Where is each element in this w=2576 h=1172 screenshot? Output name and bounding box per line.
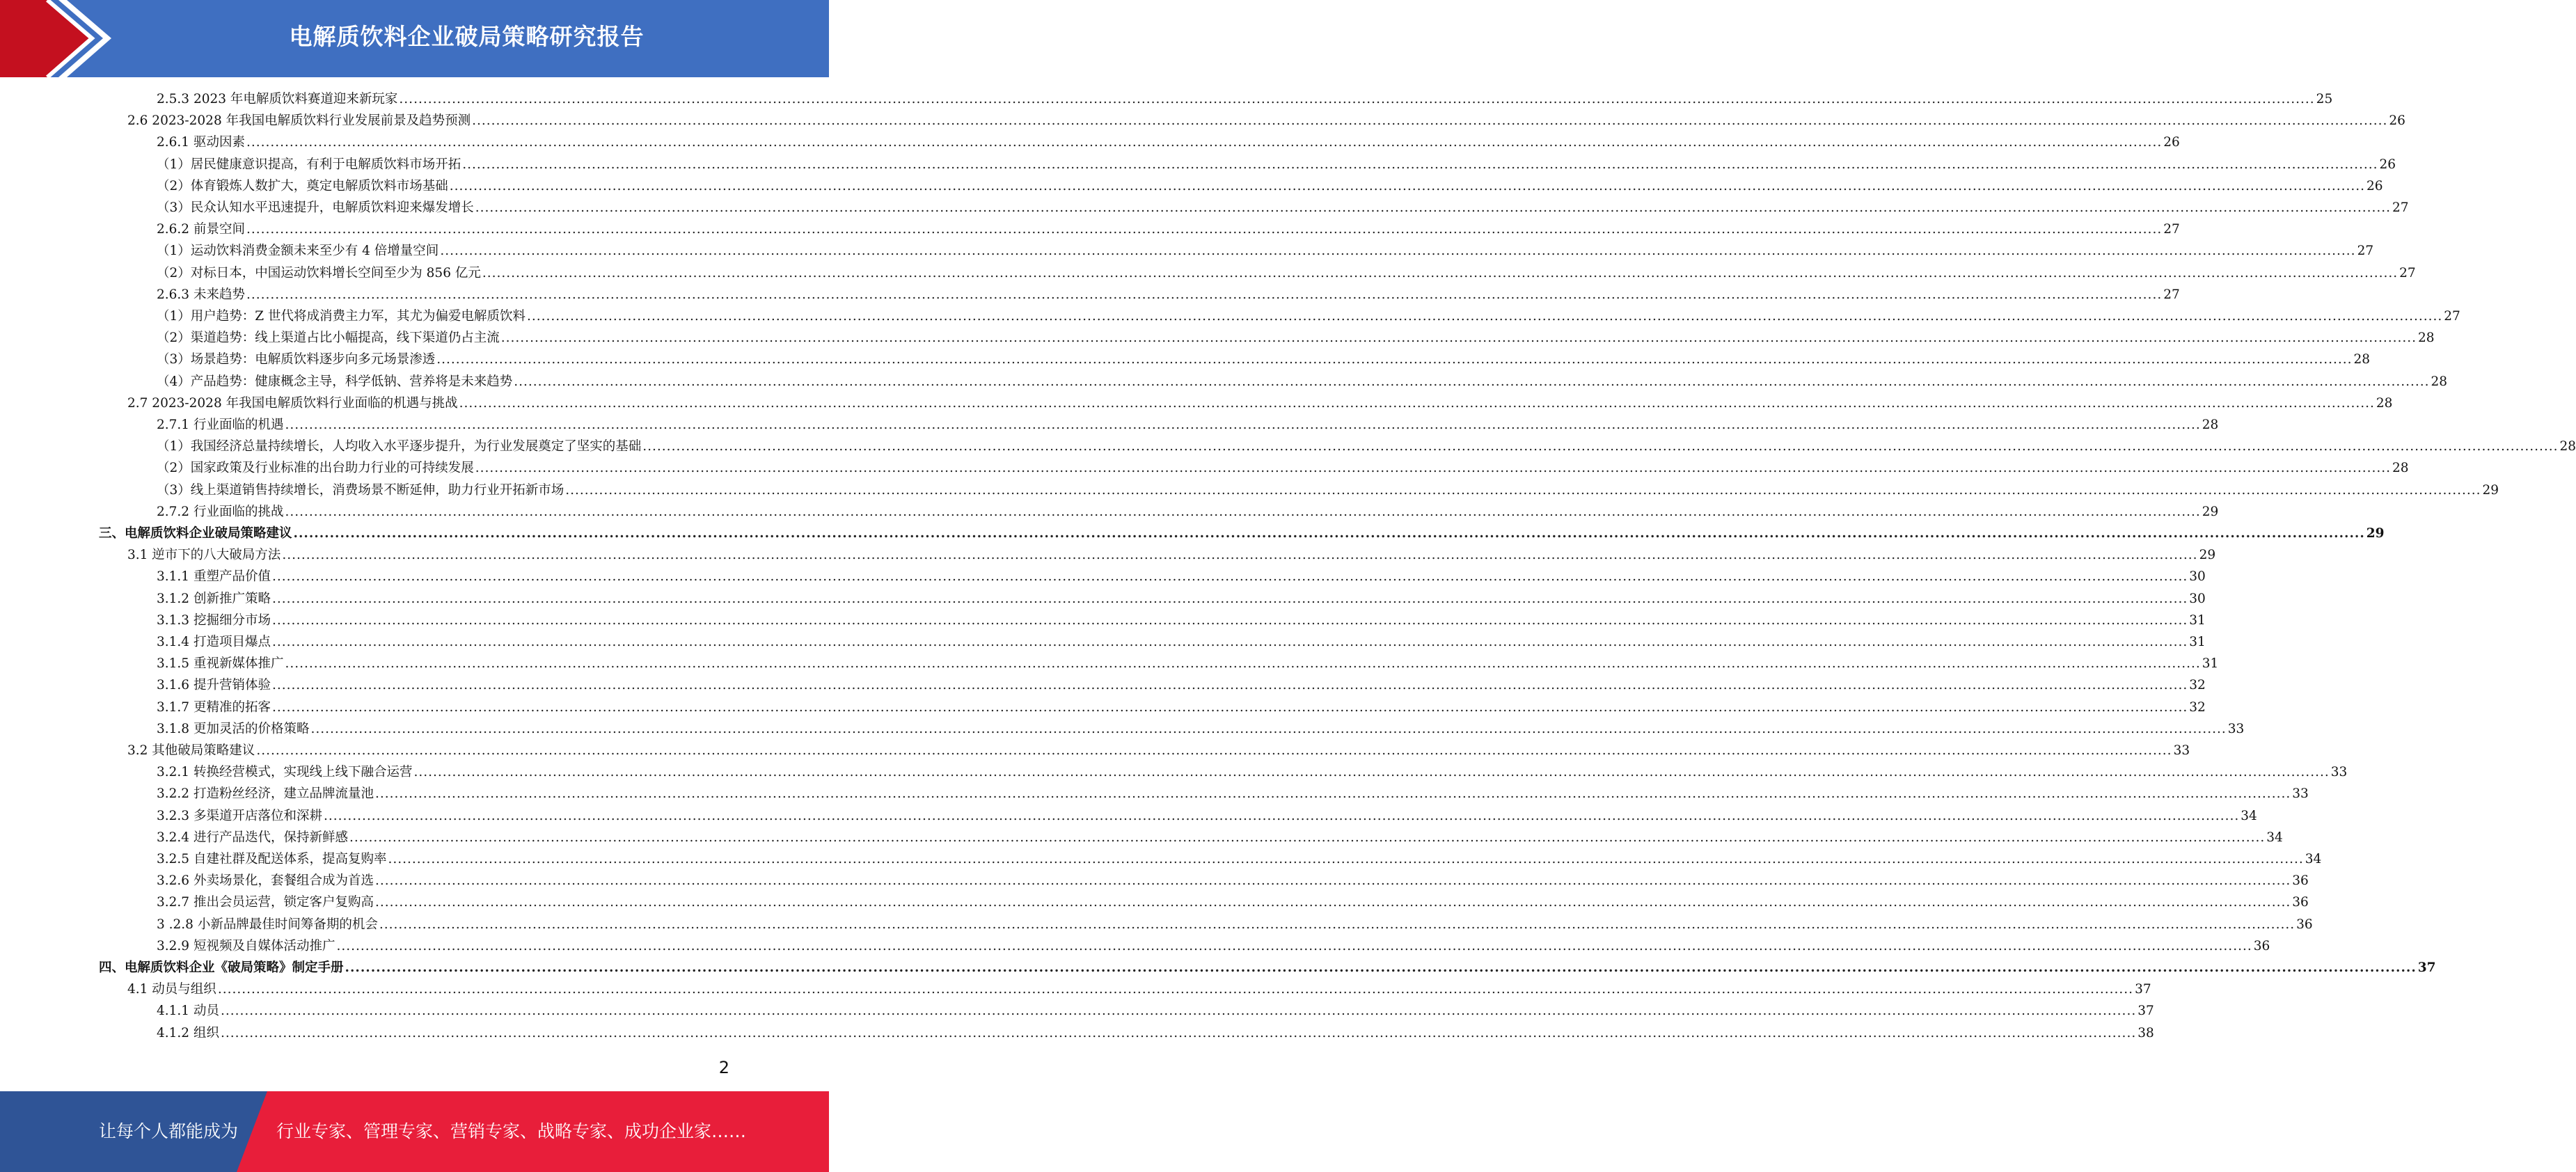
toc-dot-leader: ................................................................................................................................................................................................................................................................................................................................................................................................................ (345, 960, 2417, 975)
toc-entry-page: 28 (2392, 461, 2409, 476)
toc-entry-label: （4）产品趋势：健康概念主导，科学低钠、营养将是未来趋势 (157, 374, 513, 389)
toc-dot-leader: ................................................................................................................................................................................................................................................................................................................................................................................................................ (399, 92, 2315, 106)
toc-entry[interactable] (99, 523, 2385, 544)
toc-entry-page: 27 (2163, 222, 2180, 237)
toc-entry-label: 四、电解质饮料企业《破局策略》制定手册 (99, 960, 344, 975)
toc-entry-label: 2.7.2 行业面临的挑战 (157, 504, 284, 519)
toc-entry-page: 25 (2316, 92, 2333, 106)
toc-dot-leader: ................................................................................................................................................................................................................................................................................................................................................................................................................ (374, 895, 2291, 910)
toc-dot-leader: ................................................................................................................................................................................................................................................................................................................................................................................................................ (379, 917, 2296, 932)
toc-entry-label: （3）场景趋势：电解质饮料逐步向多元场景渗透 (157, 352, 436, 367)
toc-entry-page: 32 (2189, 699, 2206, 715)
toc-entry[interactable] (157, 697, 2206, 718)
toc-entry[interactable] (157, 935, 2270, 957)
toc-entry-page: 31 (2189, 635, 2206, 649)
toc-dot-leader: ................................................................................................................................................................................................................................................................................................................................................................................................................ (449, 178, 2366, 193)
toc-dot-leader: ................................................................................................................................................................................................................................................................................................................................................................................................................ (271, 635, 2188, 649)
toc-dot-leader: ................................................................................................................................................................................................................................................................................................................................................................................................................ (256, 743, 2172, 758)
toc-entry-page: 28 (2559, 439, 2576, 454)
toc-dot-leader: ................................................................................................................................................................................................................................................................................................................................................................................................................ (246, 222, 2163, 237)
toc-entry-page: 34 (2305, 852, 2322, 866)
toc-entry[interactable] (157, 88, 2333, 110)
toc-entry[interactable] (127, 544, 2216, 566)
toc-dot-leader: ................................................................................................................................................................................................................................................................................................................................................................................................................ (310, 721, 2227, 736)
toc-entry-label: 2.7.1 行业面临的机遇 (157, 418, 284, 432)
toc-dot-leader: ................................................................................................................................................................................................................................................................................................................................................................................................................ (459, 395, 2375, 411)
toc-entry-label: 3.1.2 创新推广策略 (157, 591, 271, 606)
toc-entry[interactable] (157, 175, 2383, 197)
toc-entry[interactable] (157, 436, 2576, 457)
toc-entry[interactable] (157, 761, 2348, 783)
toc-entry-label: （1）运动饮料消费金额未来至少有 4 倍增量空间 (157, 244, 439, 259)
toc-entry-label: 4.1.2 组织 (157, 1025, 219, 1040)
toc-entry[interactable] (157, 674, 2206, 696)
toc-entry-page: 28 (2202, 418, 2219, 432)
toc-entry[interactable] (157, 631, 2206, 653)
toc-entry[interactable] (157, 371, 2448, 393)
toc-dot-leader: ................................................................................................................................................................................................................................................................................................................................................................................................................ (220, 1004, 2137, 1019)
toc-dot-leader: ................................................................................................................................................................................................................................................................................................................................................................................................................ (482, 265, 2399, 280)
toc-entry-page: 26 (2389, 113, 2405, 129)
toc-entry[interactable] (157, 219, 2180, 240)
toc-entry-label: （2）国家政策及行业标准的出台助力行业的可持续发展 (157, 461, 474, 476)
toc-entry-label: 3.1.5 重视新媒体推广 (157, 656, 284, 672)
toc-dot-leader: ................................................................................................................................................................................................................................................................................................................................................................................................................ (285, 656, 2201, 672)
toc-dot-leader: ................................................................................................................................................................................................................................................................................................................................................................................................................ (475, 461, 2392, 476)
toc-entry-page: 27 (2357, 244, 2374, 259)
toc-entry[interactable] (157, 154, 2396, 175)
toc-entry-label: 3.2.3 多渠道开店落位和深耕 (157, 808, 322, 823)
toc-entry-page: 36 (2296, 917, 2313, 932)
toc-entry-label: 3 .2.8 小新品牌最佳时间筹备期的机会 (157, 917, 378, 932)
toc-entry-label: （2）体育锻炼人数扩大，奠定电解质饮料市场基础 (157, 178, 448, 193)
toc-entry[interactable] (157, 588, 2206, 610)
toc-entry-page: 28 (2353, 352, 2371, 367)
toc-entry-label: 3.1.3 挖掘细分市场 (157, 612, 271, 628)
toc-dot-leader: ................................................................................................................................................................................................................................................................................................................................................................................................................ (282, 548, 2198, 563)
toc-entry-page: 31 (2202, 656, 2219, 672)
toc-entry[interactable] (157, 306, 2460, 327)
toc-entry-page: 33 (2292, 786, 2309, 802)
toc-entry-page: 28 (2431, 374, 2448, 389)
toc-entry-page: 27 (2444, 309, 2460, 324)
footer-slogan-left: 让每个人都能成为 (99, 1121, 239, 1141)
page-header (0, 0, 829, 77)
toc-entry[interactable] (157, 870, 2309, 892)
toc-entry-page: 33 (2173, 743, 2190, 758)
toc-entry-page: 36 (2292, 873, 2309, 889)
toc-dot-leader: ................................................................................................................................................................................................................................................................................................................................................................................................................ (642, 439, 2559, 454)
toc-dot-leader: ................................................................................................................................................................................................................................................................................................................................................................................................................ (285, 504, 2201, 519)
toc-entry-page: 38 (2138, 1025, 2154, 1040)
toc-entry-label: 2.6 2023-2028 年我国电解质饮料行业发展前景及趋势预测 (127, 113, 471, 129)
toc-dot-leader: ................................................................................................................................................................................................................................................................................................................................................................................................................ (271, 612, 2188, 628)
toc-dot-leader: ................................................................................................................................................................................................................................................................................................................................................................................................................ (440, 244, 2356, 259)
toc-dot-leader: ................................................................................................................................................................................................................................................................................................................................................................................................................ (475, 200, 2392, 215)
toc-entry-label: 3.2.6 外卖场景化，套餐组合成为首选 (157, 873, 374, 889)
page-number: 2 (718, 1058, 729, 1077)
toc-entry[interactable] (157, 914, 2313, 935)
toc-entry-label: 3.2.5 自建社群及配送体系，提高复购率 (157, 852, 387, 866)
toc-dot-leader: ................................................................................................................................................................................................................................................................................................................................................................................................................ (246, 135, 2163, 150)
page-footer (0, 1091, 829, 1172)
toc-entry-label: 3.2.7 推出会员运营，锁定客户复购高 (157, 895, 374, 910)
toc-entry-label: 2.6.2 前景空间 (157, 222, 245, 237)
toc-entry-label: 2.7 2023-2028 年我国电解质饮料行业面临的机遇与挑战 (127, 395, 458, 411)
toc-entry[interactable] (127, 110, 2405, 132)
toc-entry-label: （1）居民健康意识提高，有利于电解质饮料市场开拓 (157, 157, 461, 172)
report-title: 电解质饮料企业破局策略研究报告 (289, 23, 645, 50)
toc-entry-page: 28 (2418, 331, 2435, 346)
toc-entry[interactable] (157, 262, 2416, 284)
toc-entry[interactable] (157, 501, 2219, 523)
toc-entry-label: 3.1.1 重塑产品价值 (157, 569, 271, 585)
toc-entry[interactable] (157, 718, 2245, 740)
toc-entry-label: （1）我国经济总量持续增长，人均收入水平逐步提升，为行业发展奠定了坚实的基础 (157, 439, 642, 454)
toc-dot-leader: ................................................................................................................................................................................................................................................................................................................................................................................................................ (271, 591, 2188, 606)
toc-entry-page: 37 (2138, 1004, 2154, 1019)
toc-entry-page: 26 (2163, 135, 2180, 150)
toc-dot-leader: ................................................................................................................................................................................................................................................................................................................................................................................................................ (246, 287, 2163, 302)
toc-entry-label: 3.2 其他破局策略建议 (127, 743, 255, 758)
toc-entry-page: 28 (2376, 395, 2393, 411)
toc-entry-page: 29 (2482, 482, 2499, 498)
toc-entry-label: 4.1.1 动员 (157, 1004, 219, 1019)
toc-entry-page: 37 (2135, 982, 2151, 997)
toc-dot-leader: ................................................................................................................................................................................................................................................................................................................................................................................................................ (374, 873, 2291, 889)
toc-entry[interactable] (157, 197, 2409, 219)
toc-entry-page: 30 (2189, 569, 2206, 585)
toc-entry-page: 30 (2189, 591, 2206, 606)
toc-dot-leader: ................................................................................................................................................................................................................................................................................................................................................................................................................ (374, 786, 2291, 802)
toc-entry-page: 33 (2330, 765, 2348, 780)
toc-dot-leader: ................................................................................................................................................................................................................................................................................................................................................................................................................ (527, 309, 2443, 324)
toc-entry[interactable] (157, 1000, 2154, 1022)
toc-entry-page: 31 (2189, 612, 2206, 628)
toc-entry-label: 3.1.6 提升营销体验 (157, 678, 271, 693)
toc-entry[interactable] (157, 284, 2180, 306)
toc-entry-label: 2.6.3 未来趋势 (157, 287, 245, 302)
toc-entry-label: 三、电解质饮料企业破局策略建议 (99, 526, 292, 541)
toc-entry[interactable] (157, 414, 2219, 436)
toc-entry-page: 36 (2253, 938, 2270, 953)
toc-dot-leader: ................................................................................................................................................................................................................................................................................................................................................................................................................ (472, 113, 2388, 129)
toc-entry-label: 2.6.1 驱动因素 (157, 135, 245, 150)
toc-dot-leader: ................................................................................................................................................................................................................................................................................................................................................................................................................ (220, 1025, 2137, 1040)
toc-dot-leader: ................................................................................................................................................................................................................................................................................................................................................................................................................ (323, 808, 2240, 823)
toc-entry-page: 27 (2392, 200, 2409, 215)
toc-entry-label: （3）民众认知水平迅速提升，电解质饮料迎来爆发增长 (157, 200, 474, 215)
toc-dot-leader: ................................................................................................................................................................................................................................................................................................................................................................................................................ (336, 938, 2252, 953)
toc-entry-page: 29 (2202, 504, 2219, 519)
toc-entry-page: 26 (2366, 178, 2383, 193)
toc-dot-leader: ................................................................................................................................................................................................................................................................................................................................................................................................................ (462, 157, 2378, 172)
toc-dot-leader: ................................................................................................................................................................................................................................................................................................................................................................................................................ (349, 830, 2266, 845)
toc-entry[interactable] (157, 1022, 2154, 1044)
toc-entry[interactable] (157, 653, 2219, 674)
toc-entry[interactable] (157, 805, 2257, 827)
toc-entry-label: 3.1.7 更精准的拓客 (157, 699, 271, 715)
toc-entry-page: 29 (2199, 548, 2216, 563)
toc-entry-label: 3.2.2 打造粉丝经济，建立品牌流量池 (157, 786, 374, 802)
toc-entry[interactable] (157, 610, 2206, 631)
toc-entry[interactable] (99, 957, 2436, 979)
toc-dot-leader: ................................................................................................................................................................................................................................................................................................................................................................................................................ (217, 982, 2134, 997)
toc-dot-leader: ................................................................................................................................................................................................................................................................................................................................................................................................................ (565, 482, 2481, 498)
toc-entry-label: 3.1 逆市下的八大破局方法 (127, 548, 281, 563)
toc-entry[interactable] (127, 393, 2393, 414)
toc-dot-leader: ................................................................................................................................................................................................................................................................................................................................................................................................................ (436, 352, 2353, 367)
toc-entry-page: 34 (2266, 830, 2283, 845)
toc-entry[interactable] (157, 480, 2499, 501)
toc-entry-label: （2）渠道趋势：线上渠道占比小幅提高，线下渠道仍占主流 (157, 331, 500, 346)
toc-entry[interactable] (157, 827, 2283, 848)
toc-entry[interactable] (157, 566, 2206, 587)
toc-entry-page: 32 (2189, 678, 2206, 693)
toc-entry[interactable] (127, 740, 2190, 761)
toc-dot-leader: ................................................................................................................................................................................................................................................................................................................................................................................................................ (500, 331, 2417, 346)
toc-entry[interactable] (157, 349, 2371, 370)
toc-entry[interactable] (157, 457, 2409, 479)
toc-entry-page: 33 (2227, 721, 2245, 736)
toc-entry-label: 3.2.9 短视频及自媒体活动推广 (157, 938, 335, 953)
toc-entry[interactable] (157, 783, 2309, 805)
toc-entry-page: 36 (2292, 895, 2309, 910)
toc-entry[interactable] (157, 327, 2435, 349)
toc-entry[interactable] (157, 132, 2180, 153)
toc-dot-leader: ................................................................................................................................................................................................................................................................................................................................................................................................................ (271, 569, 2188, 585)
toc-entry[interactable] (127, 979, 2151, 1000)
toc-entry-label: 3.1.4 打造项目爆点 (157, 635, 271, 649)
toc-entry-label: 3.1.8 更加灵活的价格策略 (157, 721, 310, 736)
toc-dot-leader: ................................................................................................................................................................................................................................................................................................................................................................................................................ (514, 374, 2430, 389)
toc-dot-leader: ................................................................................................................................................................................................................................................................................................................................................................................................................ (413, 765, 2330, 780)
toc-entry[interactable] (157, 892, 2309, 913)
toc-entry-page: 27 (2163, 287, 2180, 302)
toc-dot-leader: ................................................................................................................................................................................................................................................................................................................................................................................................................ (388, 852, 2304, 866)
toc-entry-label: （1）用户趋势：Z 世代将成消费主力军，其尤为偏爱电解质饮料 (157, 309, 526, 324)
toc-entry-label: （2）对标日本，中国运动饮料增长空间至少为 856 亿元 (157, 265, 481, 280)
toc-dot-leader: ................................................................................................................................................................................................................................................................................................................................................................................................................ (293, 526, 2365, 541)
toc-entry-label: 3.2.4 进行产品迭代，保持新鲜感 (157, 830, 348, 845)
toc-dot-leader: ................................................................................................................................................................................................................................................................................................................................................................................................................ (285, 418, 2201, 432)
toc-entry-label: 4.1 动员与组织 (127, 982, 216, 997)
toc-entry[interactable] (157, 848, 2322, 870)
toc-dot-leader: ................................................................................................................................................................................................................................................................................................................................................................................................................ (271, 678, 2188, 693)
toc-entry-page: 34 (2241, 808, 2257, 823)
toc-entry-page: 29 (2366, 526, 2385, 541)
toc-entry-page: 27 (2399, 265, 2416, 280)
toc-entry-label: 3.2.1 转换经营模式，实现线上线下融合运营 (157, 765, 413, 780)
toc-dot-leader: ................................................................................................................................................................................................................................................................................................................................................................................................................ (271, 699, 2188, 715)
toc-entry[interactable] (157, 240, 2374, 262)
toc-entry-page: 37 (2417, 960, 2436, 975)
toc-entry-page: 26 (2379, 157, 2396, 172)
toc-entry-label: （3）线上渠道销售持续增长，消费场景不断延伸，助力行业开拓新市场 (157, 482, 564, 498)
toc-entry-label: 2.5.3 2023 年电解质饮料赛道迎来新玩家 (157, 92, 398, 106)
footer-slogan-right: 行业专家、管理专家、营销专家、战略专家、成功企业家…… (276, 1121, 747, 1141)
